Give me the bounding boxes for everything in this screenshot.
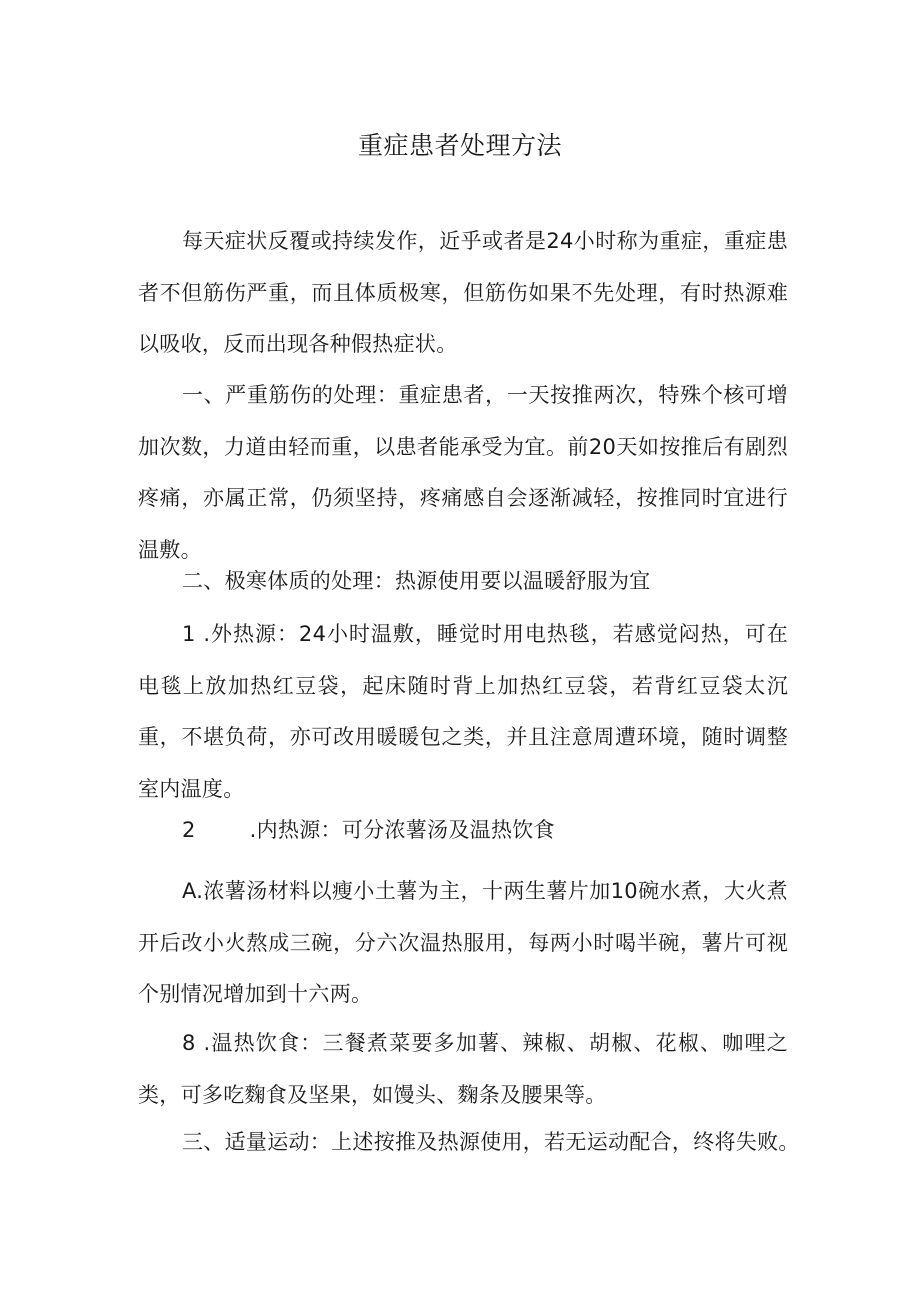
paragraph-internal-heat [138, 805, 788, 857]
item-text: .内热源：可分浓薯汤及温热饮食 [249, 818, 555, 842]
paragraph-intro: 每天症状反覆或持续发作，近乎或者是24小时称为重症，重症患者不但筋伤严重，而且体质极寒，但筋伤如果不先处理，有时热源难以吸收，反而出现各种假热症状。 [138, 229, 788, 356]
paragraph-warm-diet: 8 .温热饮食：三餐煮菜要多加薯、辣椒、胡椒、花椒、咖哩之类，可多吃麴食及坚果，如馒头、麴条及腰果等。 [138, 1031, 788, 1107]
paragraph-soup: A.浓薯汤材料以瘦小土薯为主，十两生薯片加10碗水煮，大火煮开后改小火熬成三碗，分六次温热服用，每两小时喝半碗，薯片可视个别情况增加到十六两。 [138, 879, 788, 1006]
document-title: 重症患者处理方法 [357, 131, 562, 160]
item-number: 2 [182, 818, 196, 842]
paragraph-section-3: 三、适量运动：上述按推及热源使用，若无运动配合，终将失败。 [182, 1130, 800, 1154]
paragraph-section-1: 一、严重筋伤的处理：重症患者，一天按推两次，特殊个核可增加次数，力道由轻而重，以患者能承受为宜。前20天如按推后有剧烈疼痛，亦属正常，仍须坚持，疼痛感自会逐渐减轻，按推同时宜进行温敷。 [138, 383, 788, 562]
paragraph-external-heat: 1 .外热源：24小时温敷，睡觉时用电热毯，若感觉闷热，可在电毯上放加热红豆袋，起床随时背上加热红豆袋，若背红豆袋太沉重，不堪负荷，亦可改用暖暖包之类，并且注意周遭环境，随时调整室内温度。 [138, 622, 788, 801]
paragraph-section-2-heading: 二、极寒体质的处理：热源使用要以温暖舒服为宜 [182, 569, 651, 593]
